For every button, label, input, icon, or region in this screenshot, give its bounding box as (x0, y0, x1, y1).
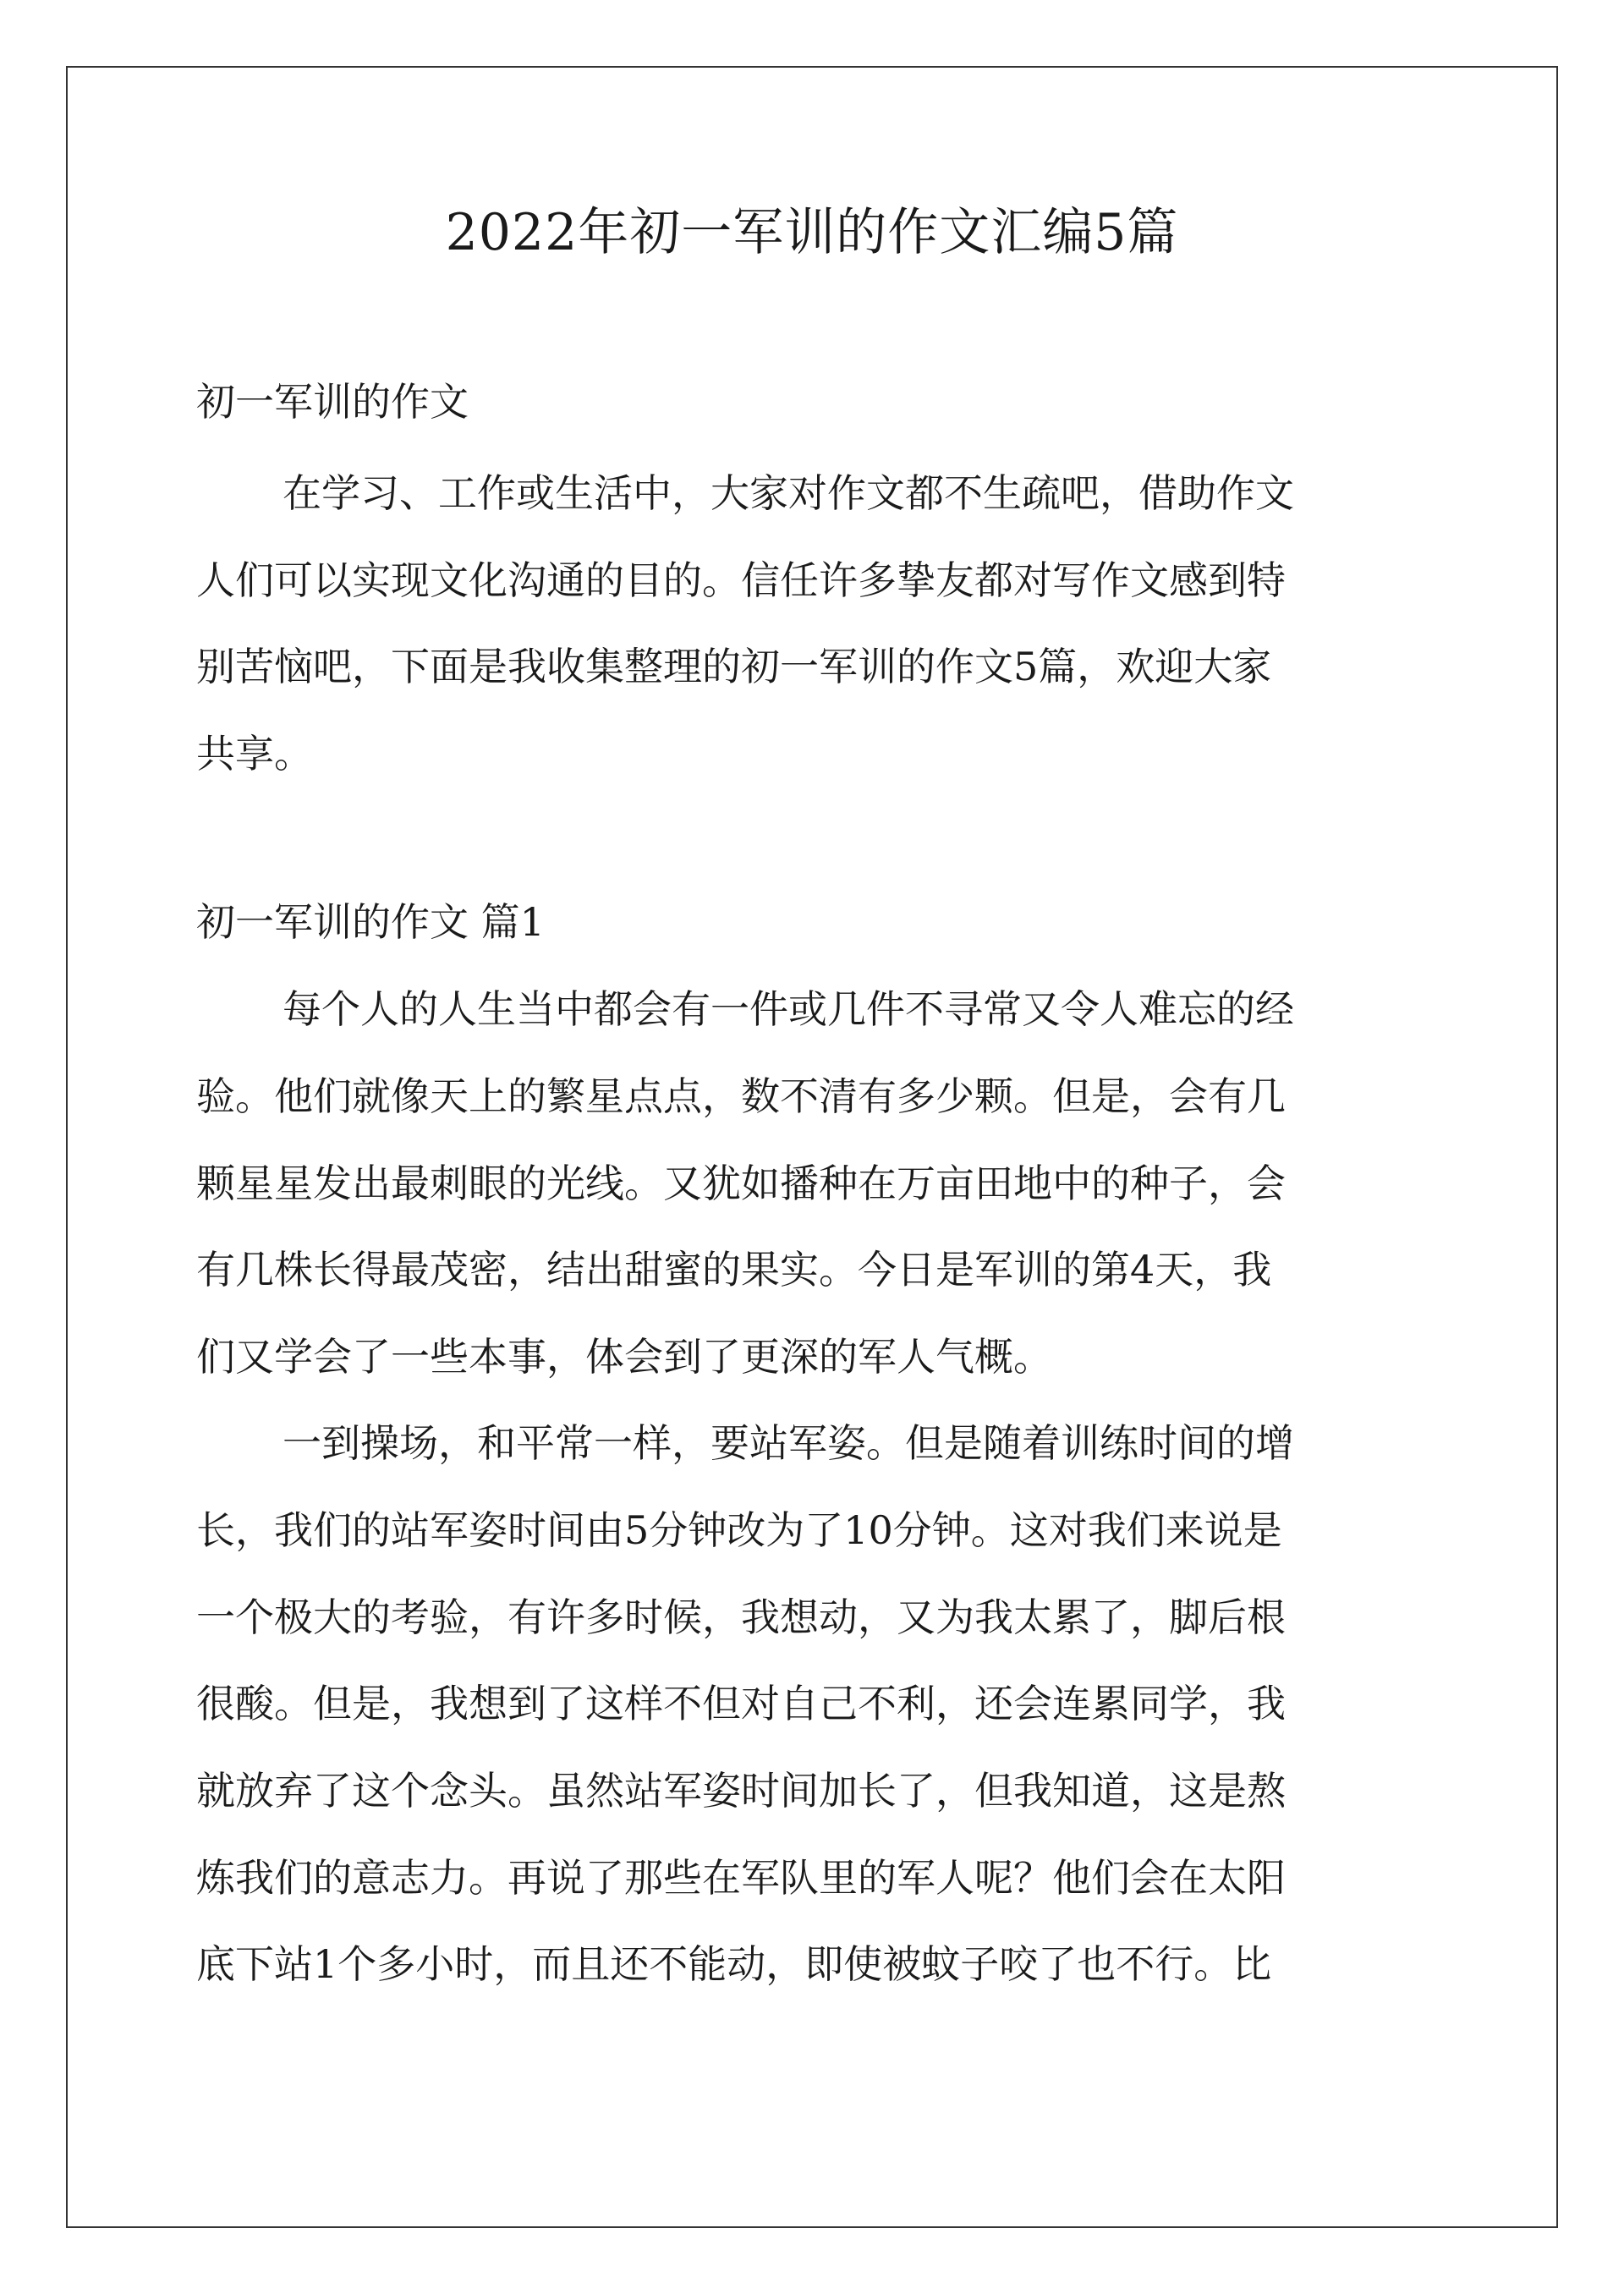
paragraph-line: 一个极大的考验，有许多时候，我想动，又为我太累了，脚后根 (196, 1594, 1286, 1640)
paragraph-line: 很酸。但是，我想到了这样不但对自己不利，还会连累同学，我 (196, 1681, 1286, 1726)
paragraph-line: 颗星星发出最刺眼的光线。又犹如播种在万亩田地中的种子，会 (196, 1161, 1286, 1206)
paragraph-line: 底下站1个多小时，而且还不能动，即使被蚊子咬了也不行。比 (196, 1941, 1272, 1987)
intro-line: 共享。 (196, 731, 313, 777)
paragraph-line: 有几株长得最茂密，结出甜蜜的果实。今日是军训的第4天，我 (196, 1247, 1272, 1292)
intro-line: 人们可以实现文化沟通的目的。信任许多挚友都对写作文感到特 (196, 557, 1286, 603)
intro-heading: 初一军训的作文 (196, 379, 469, 425)
paragraph-line: 每个人的人生当中都会有一件或几件不寻常又令人难忘的经 (283, 986, 1294, 1032)
paragraph-line: 验。他们就像天上的繁星点点，数不清有多少颗。但是，会有几 (196, 1073, 1286, 1119)
document-title: 2022年初一军训的作文汇编5篇 (445, 203, 1179, 262)
section-heading: 初一军训的作文 篇1 (196, 899, 545, 945)
intro-line: 别苦恼吧，下面是我收集整理的初一军训的作文5篇，欢迎大家 (196, 644, 1272, 689)
paragraph-line: 一到操场，和平常一样，要站军姿。但是随着训练时间的增 (283, 1420, 1294, 1466)
paragraph-line: 就放弃了这个念头。虽然站军姿时间加长了，但我知道，这是熬 (196, 1768, 1286, 1814)
paragraph-line: 炼我们的意志力。再说了那些在军队里的军人呢？他们会在太阳 (196, 1855, 1286, 1901)
paragraph-line: 们又学会了一些本事，体会到了更深的军人气概。 (196, 1334, 1052, 1380)
intro-line: 在学习、工作或生活中，大家对作文都不生疏吧，借助作文 (283, 470, 1294, 516)
paragraph-line: 长，我们的站军姿时间由5分钟改为了10分钟。这对我们来说是 (196, 1507, 1282, 1553)
